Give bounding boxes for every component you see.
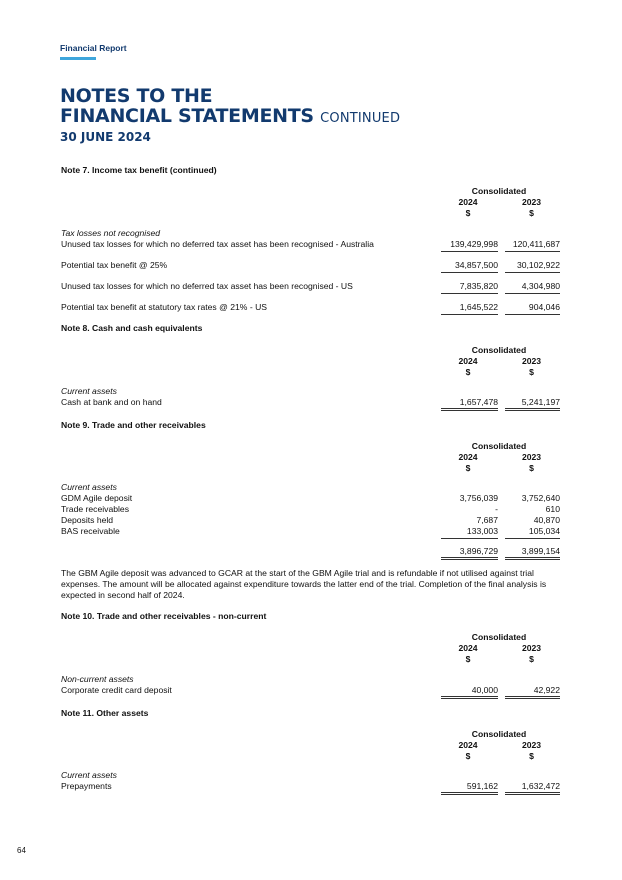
note9-year1-header: 2024 (458, 452, 478, 462)
note7-year2-header: 2023 (521, 197, 542, 207)
underline (505, 251, 560, 252)
note8-row-1-2023: 5,241,197 (521, 397, 560, 407)
note11-row-1-label: Prepayments (61, 781, 112, 791)
note11-year2-header: 2023 (521, 740, 542, 750)
double-underline (441, 408, 498, 411)
underline (505, 293, 560, 294)
note7-row-3-label: Unused tax losses for which no deferred tax asset has been recognised - US (61, 281, 353, 291)
note9-section-label: Current assets (61, 482, 117, 492)
note11-row-1-2024: 591,162 (466, 781, 498, 791)
note10-row-1-label: Corporate credit card deposit (61, 685, 172, 695)
note8-year2-header: 2023 (521, 356, 542, 366)
note7-row-4-label: Potential tax benefit at statutory tax rates @ 21% - US (61, 302, 268, 312)
note11-unit1-header: $ (465, 751, 471, 761)
title-line-2 (60, 106, 400, 129)
note7-heading: Note 7. Income tax benefit (continued) (61, 165, 217, 175)
note9-row-3-2024: 7,687 (476, 515, 498, 525)
note10-year1-header: 2024 (458, 643, 478, 653)
note9-row-1-2023: 3,752,640 (521, 493, 560, 503)
double-underline (441, 792, 498, 795)
note11-consolidated-header: Consolidated (471, 729, 527, 739)
double-underline (505, 557, 560, 560)
note8-heading: Note 8. Cash and cash equivalents (61, 323, 203, 333)
note9-row-2-2023: 610 (545, 504, 560, 514)
note9-row-2-label: Trade receivables (61, 504, 129, 514)
page-number: 64 (17, 846, 26, 855)
note9-paragraph: The GBM Agile deposit was advanced to GCAR at the start of the GBM Agile trial and is refundable if not utilised against trial expenses. The amount will be allocated against expenditure towards the latter end of the trial. Completion of the final analysis is expected in second half of 2024. (61, 568, 547, 600)
double-underline (441, 557, 498, 560)
report-label-underline (60, 57, 96, 60)
note10-year2-header: 2023 (521, 643, 542, 653)
underline (441, 538, 498, 539)
note11-section-label: Current assets (61, 770, 117, 780)
note10-heading: Note 10. Trade and other receivables - non-current (61, 611, 267, 621)
note8-row-1-label: Cash at bank and on hand (61, 397, 162, 407)
note11-heading: Note 11. Other assets (61, 708, 149, 718)
note9-row-4-label: BAS receivable (61, 526, 120, 536)
note9-row-4-2024: 133,003 (466, 526, 498, 536)
note8-unit1-header: $ (465, 367, 471, 377)
note8-row-1-2024: 1,657,478 (459, 397, 498, 407)
note9-total-2023: 3,899,154 (521, 546, 560, 556)
page-date: 30 JUNE 2024 (60, 130, 151, 144)
note9-heading: Note 9. Trade and other receivables (61, 420, 206, 430)
note9-row-1-label: GDM Agile deposit (61, 493, 133, 503)
note9-row-3-2023: 40,870 (533, 515, 560, 525)
note7-row-3-2024: 7,835,820 (459, 281, 498, 291)
note7-row-2-2024: 34,857,500 (454, 260, 498, 270)
underline (441, 272, 498, 273)
note7-row-2-2023: 30,102,922 (516, 260, 560, 270)
note10-consolidated-header: Consolidated (471, 632, 527, 642)
note7-unit1-header: $ (465, 208, 471, 218)
underline (441, 293, 498, 294)
note7-unit2-header: $ (529, 208, 534, 218)
note9-consolidated-header: Consolidated (471, 441, 527, 451)
note11-unit2-header: $ (529, 751, 534, 761)
note11-year1-header: 2024 (458, 740, 478, 750)
note10-row-1-2024: 40,000 (471, 685, 498, 695)
note7-consolidated-header: Consolidated (471, 186, 527, 196)
note8-unit2-header: $ (529, 367, 534, 377)
note7-row-1-label: Unused tax losses for which no deferred tax asset has been recognised - Australia (61, 239, 374, 249)
page-title (60, 86, 400, 129)
underline (441, 251, 498, 252)
double-underline (505, 408, 560, 411)
note8-section-label: Current assets (61, 386, 117, 396)
underline (505, 314, 560, 315)
title-line-1: NOTES TO THE (60, 85, 213, 107)
note9-unit1-header: $ (465, 463, 471, 473)
title-continued: CONTINUED (320, 111, 401, 126)
note7-row-3-2023: 4,304,980 (521, 281, 560, 291)
note7-row-1-2024: 139,429,998 (450, 239, 498, 249)
note9-row-3-label: Deposits held (61, 515, 114, 525)
note7-year1-header: 2024 (458, 197, 478, 207)
note10-unit1-header: $ (465, 654, 471, 664)
note10-row-1-2023: 42,922 (533, 685, 560, 695)
note8-consolidated-header: Consolidated (471, 345, 527, 355)
title-line-2-text: FINANCIAL STATEMENTS (60, 105, 314, 127)
note9-row-2-2024: - (495, 504, 498, 514)
underline (505, 272, 560, 273)
double-underline (505, 792, 560, 795)
underline (441, 314, 498, 315)
note9-total-2024: 3,896,729 (459, 546, 498, 556)
underline (505, 538, 560, 539)
note9-unit2-header: $ (529, 463, 534, 473)
note7-row-4-2024: 1,645,522 (459, 302, 498, 312)
report-label: Financial Report (60, 43, 127, 53)
note7-row-2-label: Potential tax benefit @ 25% (61, 260, 168, 270)
note9-year2-header: 2023 (521, 452, 542, 462)
double-underline (441, 696, 498, 699)
note10-section-label: Non-current assets (61, 674, 134, 684)
note8-year1-header: 2024 (458, 356, 478, 366)
note7-row-4-2023: 904,046 (528, 302, 560, 312)
note9-row-1-2024: 3,756,039 (459, 493, 498, 503)
note7-section-label: Tax losses not recognised (61, 228, 161, 238)
note7-row-1-2023: 120,411,687 (512, 239, 560, 249)
note10-unit2-header: $ (529, 654, 534, 664)
note11-row-1-2023: 1,632,472 (521, 781, 560, 791)
note9-row-4-2023: 105,034 (528, 526, 560, 536)
double-underline (505, 696, 560, 699)
